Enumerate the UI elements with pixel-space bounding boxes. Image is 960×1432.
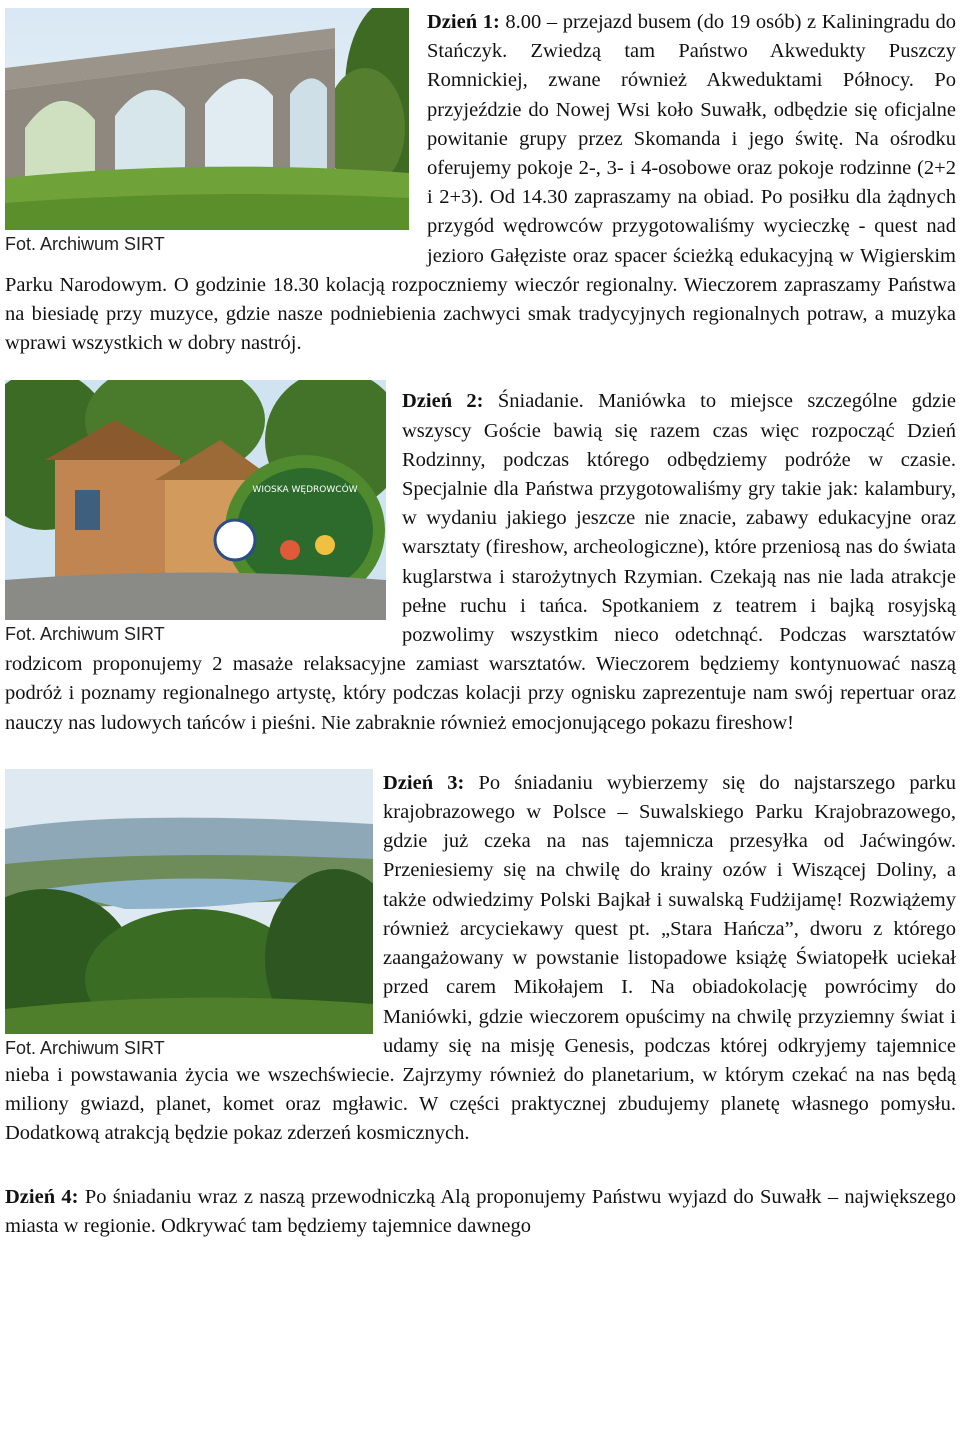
photo-caption: Fot. Archiwum SIRT (5, 1037, 165, 1058)
day1-label: Dzień 1: (427, 11, 500, 33)
sign-text: WIOSKA WĘDROWCÓW (252, 485, 358, 496)
photo-caption: Fot. Archiwum SIRT (5, 624, 165, 645)
day1-text: 8.00 – przejazd busem (do 19 osób) z Kaliningradu do Stańczyk. Zwiedzą tam Państwo Akwedukty Puszczy Romnickiej, zwane również Akweduktami Północy. Po przyjeździe do Nowej Wsi koło Suwałk, odbędzie się oficjalne powitanie grupy przez Skomanda i jego świtę. Na ośrodku oferujemy pokoje 2-, 3- i 4-osobowe oraz pokoje rodzinne (2+2 i 2+3). Od 14.30 zapraszamy na obiad. Po posiłku dla żądnych przygód wędrowców przygotowaliśmy wycieczkę - quest nad jezioro Gałęziste oraz spacer ścieżką edukacyjną w Wigierskim Parku Narodowym. O godzinie 18.30 kolacją rozpoczniemy wieczór regionalny. Wieczorem zapraszamy Państwa na biesiadę przy muzyce, gdzie nasze podniebienia zachwyci smak tradycyjnych regionalnych potraw, a muzyka wprawi wszystkich w dobry nastrój. (5, 11, 956, 355)
day3-text: Po śniadaniu wybierzemy się do najstarszego parku krajobrazowego w Polsce – Suwalskiego Parku Krajobrazowego, gdzie już czeka na nas tajemnicza przesyłka od Jaćwingów. Przeniesiemy się na chwilę do krainy ozów i Wiszącej Doliny, a także odwiedzimy Polski Bajkał i suwalską Fudżijamę! Rozwiążemy również arcyciekawy quest pt. „Stara Hańcza”, dworu z którego zaangażowany w powstanie listopadowe książę Światopełk uciekał przed carem Mikołajem I. Na obiadokolację powrócimy do Maniówki, gdzie wieczorem opuścimy na chwilę przyziemny świat i udamy się na misję Genesis, podczas której odkryjemy tajemnice nieba i powstawania życia we wszechświecie. Zajrzymy również do planetarium, w którym czekać na nas będą miliony gwiazd, planet, komet oraz mgławic. W części praktycznej zbudujemy planetę własnego pomysłu. Dodatkową atrakcją będzie pokaz zderzeń kosmicznych. (5, 771, 956, 1145)
day1-section (5, 8, 956, 358)
day3-section (5, 769, 956, 1149)
day2-label: Dzień 2: (402, 390, 484, 413)
aqueduct-photo (5, 8, 409, 230)
day4-text: Po śniadaniu wraz z naszą przewodniczką Alą proponujemy Państwu wyjazd do Suwałk – największego miasta w regionie. Odkrywać tam będziemy tajemnice dawnego (5, 1185, 956, 1237)
lake-landscape-photo (5, 769, 373, 1034)
document-page (5, 0, 956, 1241)
day4-label: Dzień 4: (5, 1185, 79, 1208)
photo-caption: Fot. Archiwum SIRT (5, 234, 165, 254)
day2-section (5, 380, 956, 737)
day3-label: Dzień 3: (383, 771, 465, 794)
lake-landscape-photo-figure (5, 769, 373, 1060)
day4-section (5, 1183, 956, 1241)
aqueduct-photo-figure (5, 8, 409, 256)
day2-text: Śniadanie. Maniówka to miejsce szczególne gdzie wszyscy Goście bawią się razem czas więc rozpocząć Dzień Rodzinny, podczas którego odbędziemy podróże w czasie. Specjalnie dla Państwa przygotowaliśmy gry takie jak: kalambury, w wydaniu jakiego jeszcze nie znacie, zabawy edukacyjne oraz warsztaty (fireshow, archeologiczne), które przeniosą nas do świata kuglarstwa i starożytnych Rzymian. Czekają nas nie lada atrakcje pełne ruchu i tańca. Spotkaniem z teatrem i bajką rosyjską pozwolimy wszystkim nieco odetchnąć. Podczas warsztatów rodzicom proponujemy 2 masaże relaksacyjne zamiast warsztatów. Wieczorem będziemy kontynuować naszą podróż i poznamy regionalnego artystę, który podczas kolacji przy ognisku zaprezentuje nam swój repertuar oraz nauczy nas ludowych tańców i pieśni. Nie zabraknie również emocjonującego pokazu fireshow! (5, 390, 956, 734)
day4-paragraph (5, 1183, 956, 1241)
village-photo (5, 380, 386, 620)
village-photo-figure (5, 380, 386, 646)
